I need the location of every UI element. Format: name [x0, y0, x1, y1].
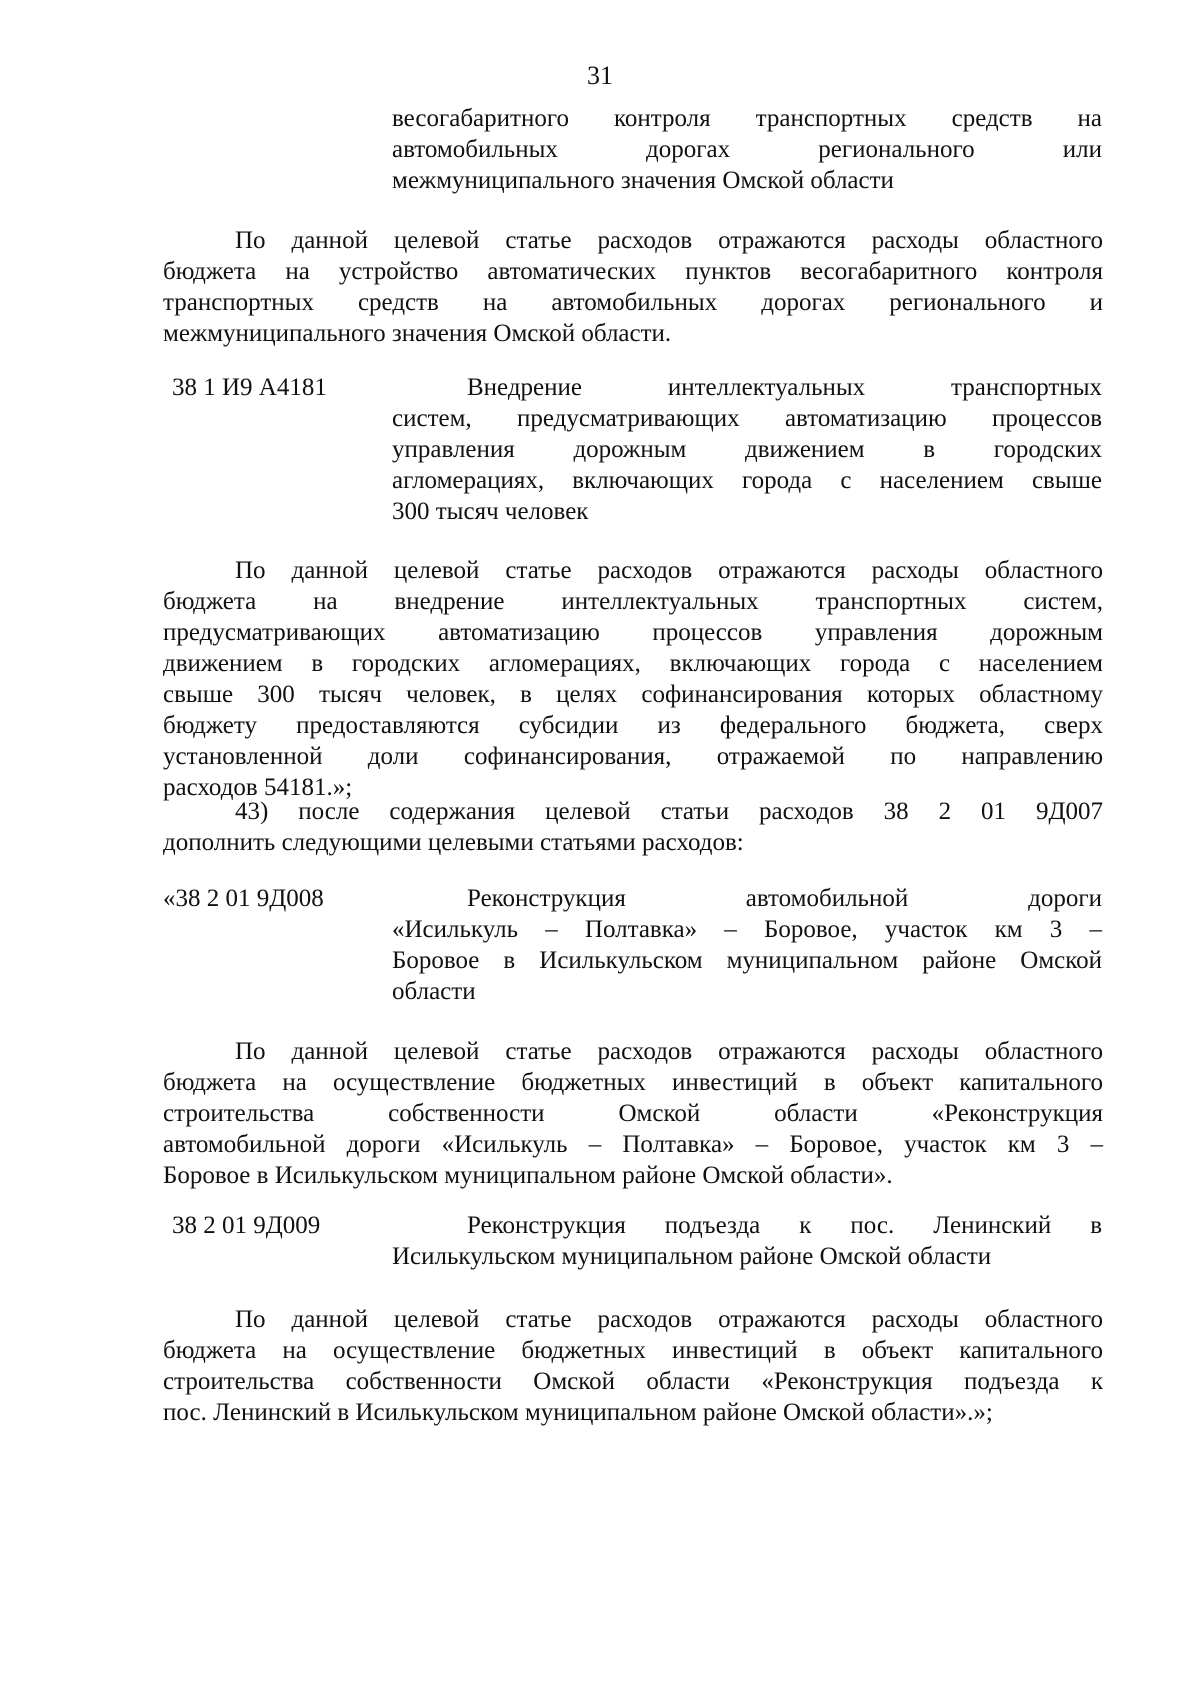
amendment-item-43: [163, 796, 1103, 858]
description-paragraph: [163, 225, 1103, 349]
paragraph-line: строительства собственности Омской области «Реконструкция подъезда к: [163, 1368, 1103, 1395]
target-article-title: [392, 372, 1102, 527]
page-number: 31: [587, 61, 613, 90]
paragraph-line: По данной целевой статье расходов отражаются расходы областного: [235, 1038, 1103, 1065]
title-line: «Исилькуль – Полтавка» – Боровое, участок км 3 –: [392, 916, 1102, 943]
paragraph-line: движением в городских агломерациях, включающих города с населением: [163, 650, 1103, 677]
paragraph-line: автомобильной дороги «Исилькуль – Полтавка» – Боровое, участок км 3 –: [163, 1131, 1103, 1158]
paragraph-line: По данной целевой статье расходов отражаются расходы областного: [235, 227, 1103, 254]
paragraph-line: установленной доли софинансирования, отражаемой по направлению: [163, 743, 1103, 770]
title-line: управления дорожным движением в городских: [392, 436, 1102, 463]
title-line: Реконструкция подъезда к пос. Ленинский в: [467, 1212, 1102, 1239]
title-line: систем, предусматривающих автоматизацию процессов: [392, 405, 1102, 432]
title-line: Боровое в Исилькульском муниципальном районе Омской: [392, 947, 1102, 974]
paragraph-line: бюджета на осуществление бюджетных инвестиций в объект капитального: [163, 1069, 1103, 1096]
target-article-code: 38 2 01 9Д009: [172, 1212, 321, 1239]
title-line: межмуниципального значения Омской области: [392, 167, 894, 194]
paragraph-line: Боровое в Исилькульском муниципальном районе Омской области».: [163, 1162, 893, 1189]
title-line: области: [392, 978, 476, 1005]
paragraph-line: свыше 300 тысяч человек, в целях софинансирования которых областному: [163, 681, 1103, 708]
title-line: весогабаритного контроля транспортных средств на: [392, 105, 1102, 132]
description-paragraph: [163, 1036, 1103, 1191]
paragraph-line: бюджета на осуществление бюджетных инвестиций в объект капитального: [163, 1337, 1103, 1364]
paragraph-line: По данной целевой статье расходов отражаются расходы областного: [235, 1306, 1103, 1333]
title-line: агломерациях, включающих города с населением свыше: [392, 467, 1102, 494]
target-article-title: [392, 1210, 1102, 1272]
target-article-code: «38 2 01 9Д008: [163, 885, 324, 912]
paragraph-line: пос. Ленинский в Исилькульском муниципальном районе Омской области».»;: [163, 1399, 993, 1426]
paragraph-line: бюджету предоставляются субсидии из федерального бюджета, сверх: [163, 712, 1103, 739]
paragraph-line: 43) после содержания целевой статьи расходов 38 2 01 9Д007: [235, 798, 1103, 825]
title-line: Внедрение интеллектуальных транспортных: [467, 374, 1102, 401]
title-line: 300 тысяч человек: [392, 498, 589, 525]
title-line: Реконструкция автомобильной дороги: [467, 885, 1102, 912]
title-line: автомобильных дорогах регионального или: [392, 136, 1102, 163]
title-line: Исилькульском муниципальном районе Омской области: [392, 1243, 992, 1270]
paragraph-line: межмуниципального значения Омской области.: [163, 320, 672, 347]
paragraph-line: строительства собственности Омской области «Реконструкция: [163, 1100, 1103, 1127]
description-paragraph: [163, 1304, 1103, 1428]
entry-title-continuation: [392, 103, 1102, 196]
paragraph-line: бюджета на устройство автоматических пунктов весогабаритного контроля: [163, 258, 1103, 285]
paragraph-line: расходов 54181.»;: [163, 774, 353, 801]
paragraph-line: бюджета на внедрение интеллектуальных транспортных систем,: [163, 588, 1103, 615]
target-article-title: [392, 883, 1102, 1007]
description-paragraph: [163, 555, 1103, 803]
paragraph-line: По данной целевой статье расходов отражаются расходы областного: [235, 557, 1103, 584]
paragraph-line: транспортных средств на автомобильных дорогах регионального и: [163, 289, 1103, 316]
paragraph-line: дополнить следующими целевыми статьями расходов:: [163, 829, 744, 856]
target-article-code: 38 1 И9 А4181: [172, 374, 327, 401]
paragraph-line: предусматривающих автоматизацию процессов управления дорожным: [163, 619, 1103, 646]
